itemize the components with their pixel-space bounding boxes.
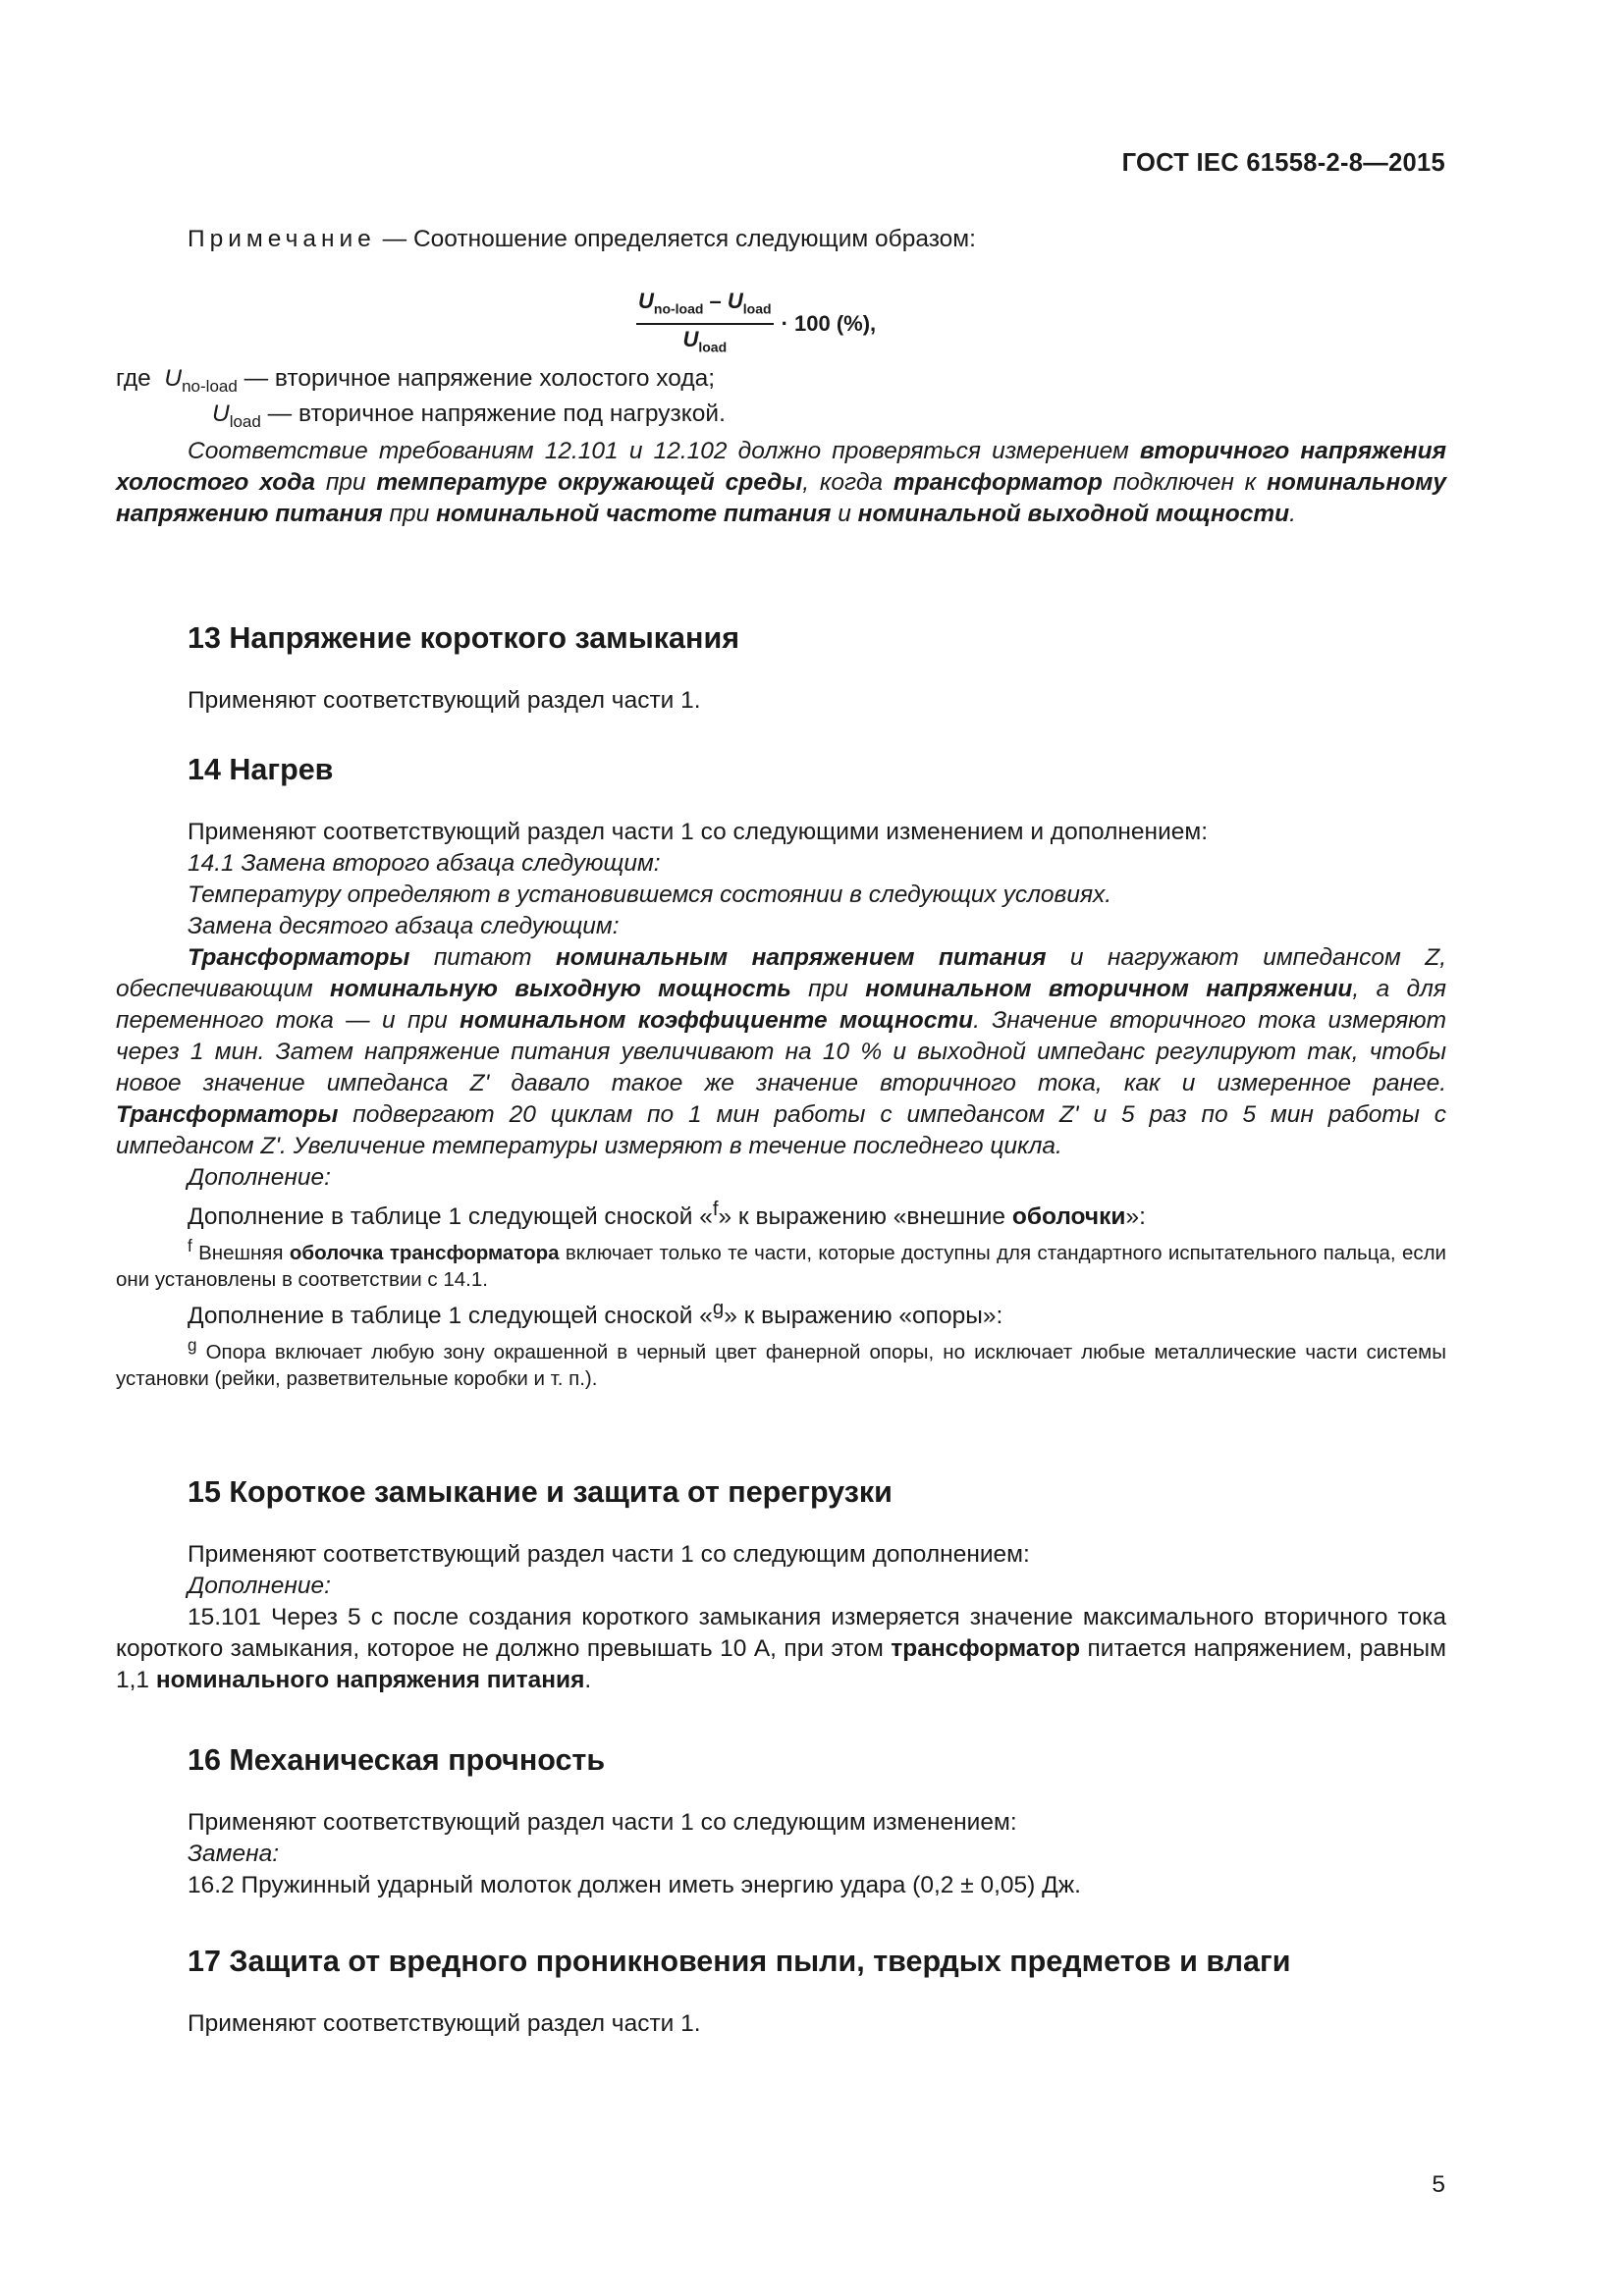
where-definition-2: $U_{load}$ — вторичное напряжение под нагрузкой. [212,400,726,431]
clause-14-1: 14.1 Замена второго абзаца следующим: [188,850,661,877]
compliance-paragraph: Соответствие требованиям 12.101 и 12.102 должно проверяться измерением вторичного напряжения холостого хода при температуре окружающей среды, когда трансформатор подключен к номинальному напряжению питания при номинальной частоте питания и номинальной выходной мощности. [116,438,1446,527]
section-16-intro: Применяют соответствующий раздел части 1 со следующим изменением: [188,1809,1017,1836]
page-number: 5 [1432,2171,1445,2198]
note-text: Соотношение определяется следующим образом: [412,226,976,252]
section-14 [116,750,1446,1392]
footnote-f-addition: Дополнение в таблице 1 следующей сноской «$^f$» к выражению «внешние оболочки»: [188,1199,1146,1231]
section-14-title: 14 Нагрев [188,753,334,786]
symbol-u-no-load: $U_{no-load}$ [164,365,238,396]
addition-label: Дополнение: [188,1164,331,1191]
footnote-g-text: $^g$ Опора включает любую зону окрашенной в черный цвет фанерной опоры, но исключает любые металлические части системы установки (рейки, разветвительные коробки и т. п.). [116,1336,1446,1390]
running-header: ГОСТ IEC 61558-2-8—2015 [1121,149,1445,177]
section-13-text: Применяют соответствующий раздел части 1. [188,687,701,714]
formula-fraction [636,289,774,360]
ratio-formula [636,289,876,360]
section-14-intro: Применяют соответствующий раздел части 1 со следующими изменением и дополнением: [188,819,1209,845]
section-15-intro: Применяют соответствующий раздел части 1 со следующим дополнением: [188,1541,1030,1568]
section-13-title: 13 Напряжение короткого замыкания [188,621,739,655]
section-16-replacement-label: Замена: [188,1841,279,1867]
formula-multiplier: · 100 (%), [781,311,877,337]
clause-14-1-replacement: Температуру определяют в установившемся состоянии в следующих условиях. [188,881,1112,908]
where-definition-1: где $U_{no-load}$ — вторичное напряжение холостого хода; [116,365,716,396]
formula-denominator: $U_{load}$ [682,327,728,355]
footnote-g-addition: Дополнение в таблице 1 следующей сноской «$^g$» к выражению «опоры»: [188,1297,1003,1330]
heating-test-paragraph: Трансформаторы питают номинальным напряжением питания и нагружают импедансом Z, обеспечивающим номинальную выходную мощность при номинальном вторичном напряжении, а для переменного тока — и при номинальном коэффициенте мощности. Значение вторичного тока измеряют через 1 мин. Затем напряжение питания увеличивают на 10 % и выходной импеданс регулируют так, чтобы новое значение импеданса Z' давало такое же значение вторичного тока, как и измеренное ранее. Трансформаторы подвергают 20 циклам по 1 мин работы с импедансом Z' и 5 раз по 5 мин работы с импедансом Z'. Увеличение температуры измеряют в течение последнего цикла. [116,944,1446,1159]
section-17-text: Применяют соответствующий раздел части 1. [188,2010,701,2037]
section-15 [116,1472,1446,1696]
symbol-u-load: $U_{load}$ [212,400,261,431]
formula-numerator: $U_{no-load} - U_{load}$ [636,289,774,325]
clause-16-2: 16.2 Пружинный ударный молоток должен иметь энергию удара (0,2 ± 0,05) Дж. [188,1872,1081,1898]
clause-15-101: 15.101 Через 5 с после создания короткого замыкания измеряется значение максимального вторичного тока короткого замыкания, которое не должно превышать 10 А, при этом трансформатор питается напряжением, равным 1,1 номинального напряжения питания. [116,1604,1446,1693]
section-16 [116,1740,1446,1901]
section-17 [116,1942,1446,2040]
footnote-f-text: $^f$ Внешняя оболочка трансформатора включает только те части, которые доступны для стандартного испытательного пальца, если они установлены в соответствии с 14.1. [116,1237,1447,1291]
replacement-label: Замена десятого абзаца следующим: [188,913,620,939]
note-line: Примечание — Соотношение определяется следующим образом: [188,226,976,252]
section-17-title: 17 Защита от вредного проникновения пыли, твердых предметов и влаги [188,1945,1291,1978]
section-16-title: 16 Механическая прочность [188,1743,606,1777]
note-label: Примечание [188,226,376,252]
section-15-title: 15 Короткое замыкание и защита от перегрузки [188,1475,893,1509]
section-15-addition-label: Дополнение: [188,1573,331,1599]
section-13 [116,618,1446,717]
